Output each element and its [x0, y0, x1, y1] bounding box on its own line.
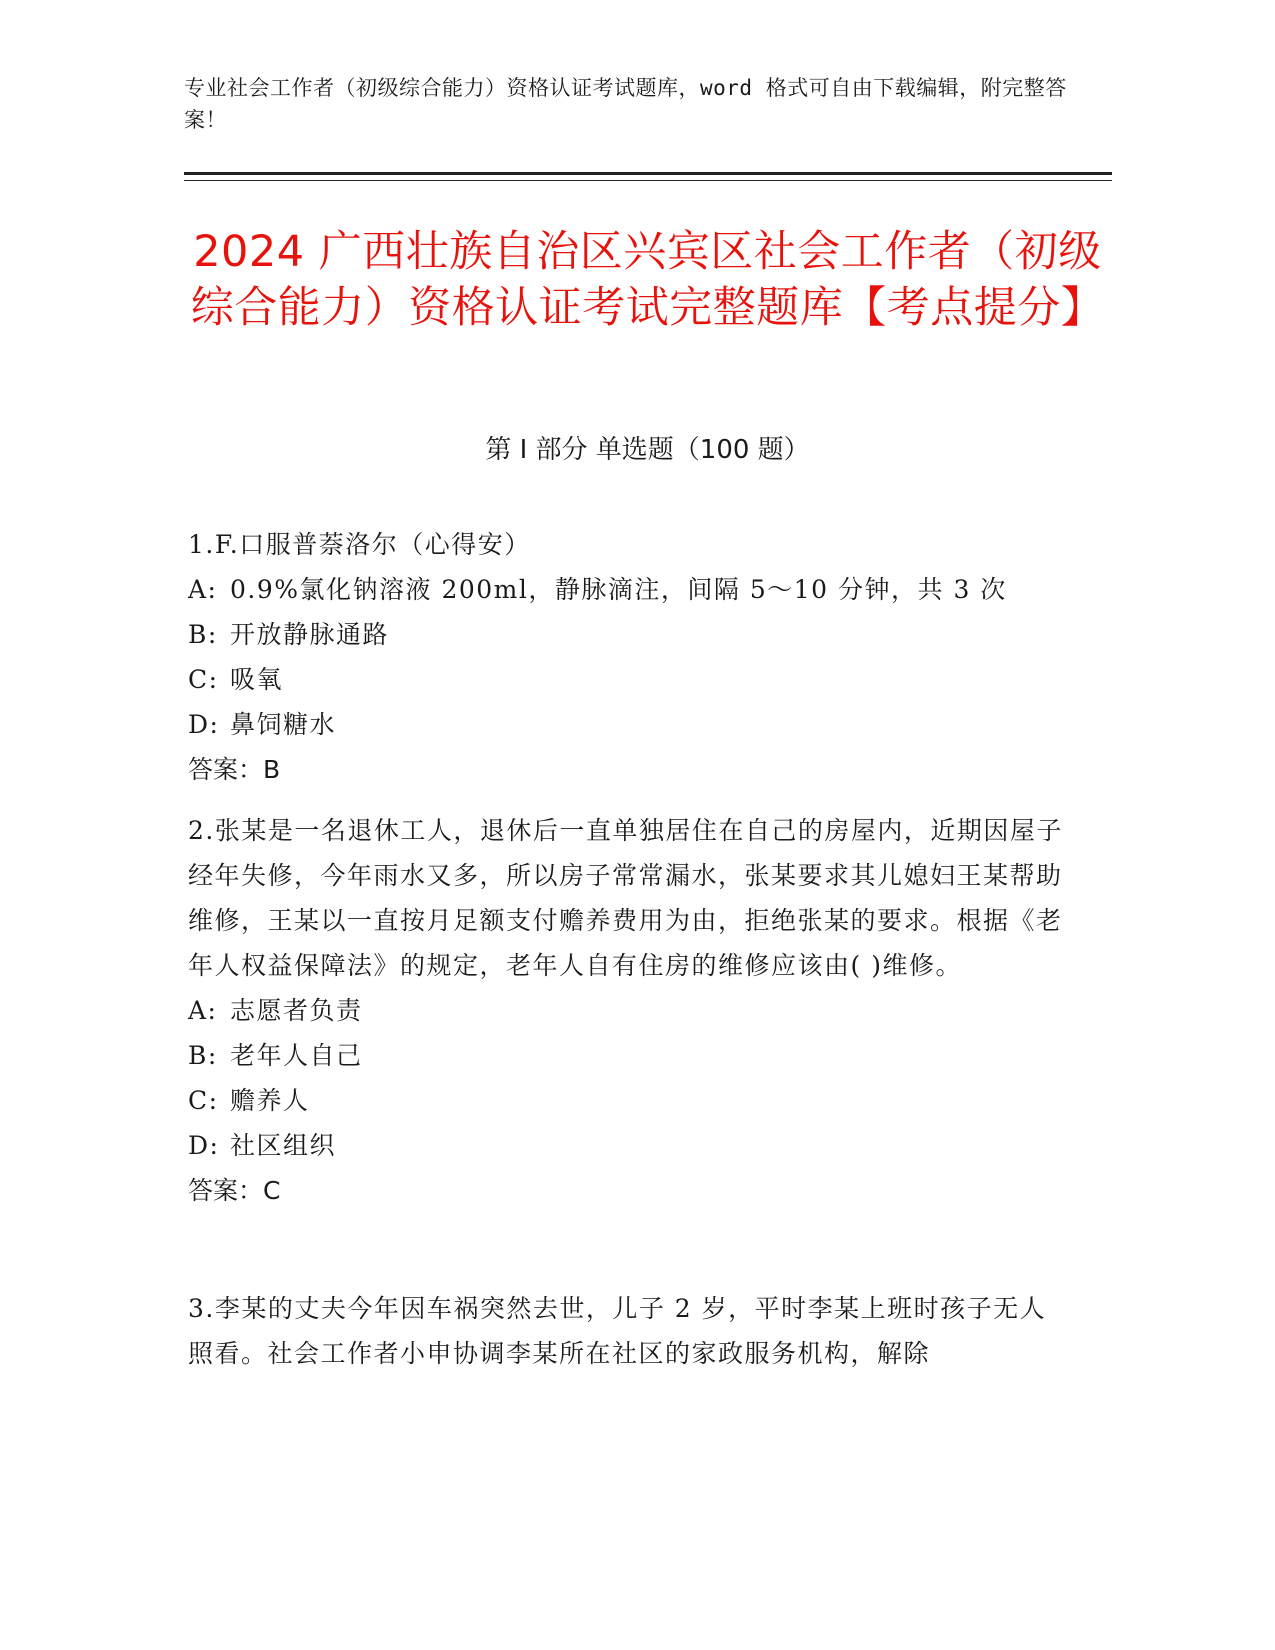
option-key: A: — [188, 575, 218, 604]
option-key: D: — [188, 710, 220, 739]
option-a — [188, 988, 1068, 1033]
option-b — [188, 612, 1068, 657]
answer-line: 答案：C — [188, 1176, 281, 1205]
question-stem: 2.张某是一名退休工人，退休后一直单独居住在自己的房屋内，近期因屋子经年失修，今年雨水又多，所以房子常常漏水，张某要求其儿媳妇王某帮助维修，王某以一直按月足额支付赡养费用为由，拒绝张某的要求。根据《老年人权益保障法》的规定，老年人自有住房的维修应该由( )维修。 — [188, 816, 1063, 980]
option-text: 赡养人 — [230, 1086, 310, 1115]
option-text: 鼻饲糖水 — [230, 710, 337, 739]
option-key: D: — [188, 1131, 220, 1160]
option-text: 吸氧 — [230, 665, 284, 694]
question-stem: 1.F.口服普萘洛尔（心得安） — [188, 530, 531, 559]
option-key: B: — [188, 620, 218, 649]
header-rule-thin — [184, 180, 1112, 181]
header-note: 专业社会工作者（初级综合能力）资格认证考试题库，word 格式可自由下载编辑，附完整答案！ — [184, 76, 1067, 132]
answer-line: 答案：B — [188, 755, 281, 784]
option-a — [188, 567, 1068, 612]
question-stem: 3.李某的丈夫今年因车祸突然去世，儿子 2 岁，平时李某上班时孩子无人照看。社会工作者小申协调李某所在社区的家政服务机构，解除 — [188, 1294, 1047, 1368]
document-title: 2024 广西壮族自治区兴宾区社会工作者（初级综合能力）资格认证考试完整题库【考点提分】 — [190, 227, 1105, 333]
option-text: 社区组织 — [230, 1131, 337, 1160]
option-key: B: — [188, 1041, 218, 1070]
option-b — [188, 1033, 1068, 1078]
option-key: C: — [188, 665, 219, 694]
question-1 — [188, 522, 1068, 792]
option-d — [188, 1123, 1068, 1168]
option-text: 0.9%氯化钠溶液 200ml，静脉滴注，间隔 5～10 分钟，共 3 次 — [230, 575, 1007, 604]
option-key: A: — [188, 996, 218, 1025]
question-2 — [188, 808, 1068, 1213]
section-heading: 第 I 部分 单选题（100 题） — [485, 435, 810, 465]
option-c — [188, 1078, 1068, 1123]
option-text: 志愿者负责 — [230, 996, 363, 1025]
option-text: 老年人自己 — [230, 1041, 363, 1070]
option-c — [188, 657, 1068, 702]
option-text: 开放静脉通路 — [230, 620, 390, 649]
option-d — [188, 702, 1068, 747]
header-rule-thick — [184, 172, 1112, 175]
question-3 — [188, 1286, 1068, 1376]
option-key: C: — [188, 1086, 219, 1115]
